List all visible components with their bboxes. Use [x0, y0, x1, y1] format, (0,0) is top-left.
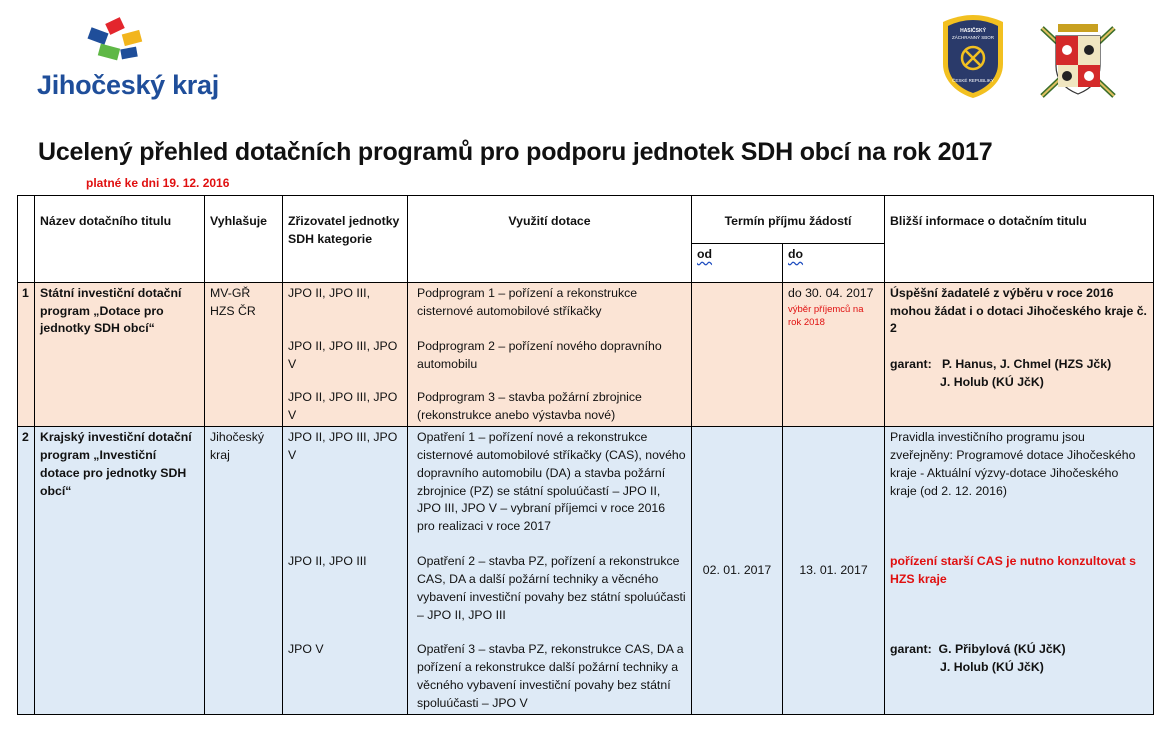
row-nazev: Státní investiční dotační program „Dotace pro jednotky SDH obcí“ [35, 283, 205, 427]
vyuziti-item: Opatření 2 – stavba PZ, pořízení a rekonstrukce CAS, DA a další požární techniky a věcného vybavení investiční povahy bez státní spoluúčasti – JPO II, JPO III [417, 554, 686, 622]
table-row [18, 427, 1154, 715]
programs-table [17, 195, 1154, 715]
garant-label: garant: [890, 642, 932, 657]
vyuziti-item: Opatření 1 – pořízení nové a rekonstrukce cisternové automobilové stříkačky (CAS), nového dopravního automobilu (DA) a stavba požární zbrojnice (PZ) se státní spoluúčastí – JPO II, JPO III, JPO V – vybraní příjemci v roce 2016 pro realizaci v roce 2017 [417, 430, 686, 533]
row-vyuziti [408, 427, 692, 715]
header-termin: Termín příjmu žádostí [692, 196, 885, 244]
row-info [885, 283, 1154, 427]
row-do-date: do 30. 04. 2017 [788, 286, 874, 300]
seal-text-1: HASIČSKÝ [960, 28, 986, 34]
header-od [692, 244, 783, 283]
row-vyhlasuje: Jihočeský kraj [205, 427, 283, 715]
header-od-label: od [697, 247, 713, 261]
vyuziti-item: Podprogram 1 – pořízení a rekonstrukce cisternové automobilové stříkačky [417, 286, 638, 318]
zrizovatel-item: JPO V [288, 642, 324, 657]
row-od [692, 283, 783, 427]
row-vyhlasuje: MV-GŘ HZS ČR [205, 283, 283, 427]
hzs-seal-icon [939, 12, 1007, 100]
vyuziti-item: Podprogram 3 – stavba požární zbrojnice (rekonstrukce anebo výstavba nové) [417, 390, 642, 422]
zrizovatel-item: JPO II, JPO III, JPO V [288, 390, 398, 422]
garant-name: P. Hanus, J. Chmel (HZS Jčk) [941, 357, 1112, 371]
zrizovatel-item: JPO II, JPO III, [288, 286, 370, 300]
warning-text: pořízení starší CAS je nutno konzultovat s HZS kraje [890, 554, 1136, 587]
header-info: Bližší informace o dotačním titulu [885, 196, 1154, 283]
header-vyuziti: Využití dotace [408, 196, 692, 283]
jihocesky-kraj-emblem-icon [87, 14, 147, 64]
jihocesky-kraj-logo [37, 14, 237, 104]
header-nazev: Název dotačního titulu [35, 196, 205, 283]
garant-line-1 [890, 641, 1148, 659]
row-number: 1 [18, 283, 35, 427]
table-header-row [18, 196, 1154, 244]
row-nazev: Krajský investiční dotační program „Investiční dotace pro jednotky SDH obcí“ [35, 427, 205, 715]
seal-text-3: ČESKÉ REPUBLIKY [952, 78, 994, 83]
header-do [783, 244, 885, 283]
row-do: 13. 01. 2017 [783, 427, 885, 715]
vyuziti-item: Podprogram 2 – pořízení nového dopravního automobilu [417, 339, 662, 371]
info-text: Pravidla investičního programu jsou zveřejněny: Programové dotace Jihočeského kraje - Aktuální výzvy-dotace Jihočeského kraje (od 2. 12. 2016) [890, 430, 1136, 498]
info-text: Úspěšní žadatelé z výběru v roce 2016 mohou žádat i o dotaci Jihočeského kraje č. 2 [890, 286, 1147, 336]
page-title: Ucelený přehled dotačních programů pro podporu jednotek SDH obcí na rok 2017 [38, 138, 993, 166]
garant-line-2: J. Holub (KÚ JčK) [940, 660, 1044, 675]
header-do-label: do [788, 247, 804, 261]
header-zrizovatel: Zřizovatel jednotky SDH kategorie [283, 196, 408, 283]
row-zrizovatel [283, 427, 408, 715]
seal-text-2: ZÁCHRANNÝ SBOR [951, 35, 995, 40]
row-do-note: výběr příjemců na rok 2018 [788, 303, 864, 328]
row-vyuziti [408, 283, 692, 427]
header-num [18, 196, 35, 283]
garant-name: G. Přibylová (KÚ JčK) [938, 642, 1066, 657]
vyuziti-item: Opatření 3 – stavba PZ, rekonstrukce CAS, DA a pořízení a rekonstrukce další požární techniky a věcného vybavení investiční povahy bez státní spoluúčasti – JPO V [417, 642, 684, 710]
zrizovatel-item: JPO II, JPO III [288, 554, 367, 569]
garant-label: garant: [890, 357, 932, 371]
table-row [18, 283, 1154, 427]
row-do [783, 283, 885, 427]
garant-line-2: J. Holub (KÚ JčK) [940, 374, 1044, 389]
coat-of-arms-icon [1036, 22, 1120, 102]
header-vyhlasuje: Vyhlašuje [205, 196, 283, 283]
row-number: 2 [18, 427, 35, 715]
row-info [885, 427, 1154, 715]
row-zrizovatel [283, 283, 408, 427]
validity-date: platné ke dni 19. 12. 2016 [86, 176, 230, 190]
zrizovatel-item: JPO II, JPO III, JPO V [288, 430, 398, 463]
row-od: 02. 01. 2017 [692, 427, 783, 715]
zrizovatel-item: JPO II, JPO III, JPO V [288, 339, 398, 371]
garant-line-1 [890, 356, 1148, 374]
brand-name: Jihočeský kraj [37, 70, 219, 100]
